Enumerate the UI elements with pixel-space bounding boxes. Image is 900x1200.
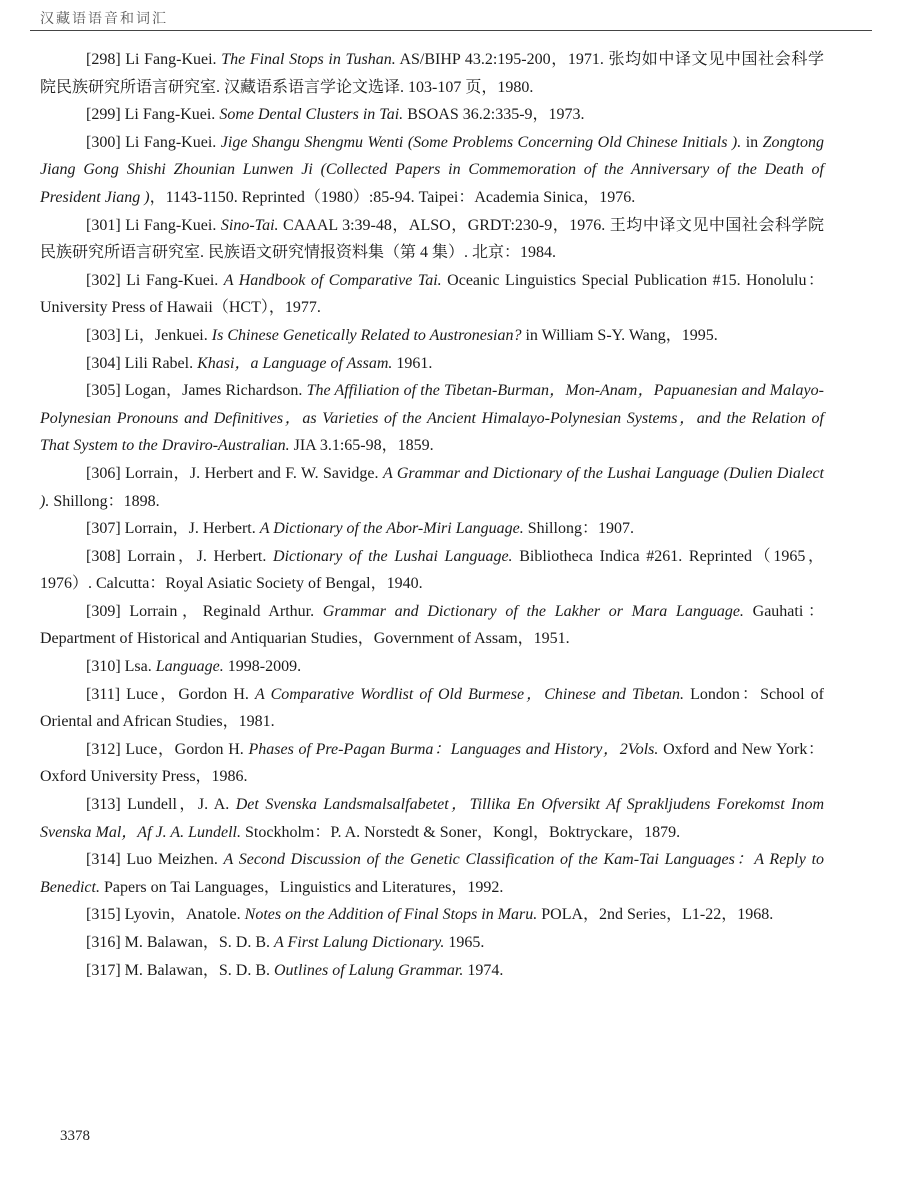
reference-authors: Lorrain，J. Herbert and F. W. Savidge.: [125, 464, 383, 482]
reference-authors: Lorrain，J. Herbert.: [127, 547, 274, 565]
reference-entry: [40, 957, 824, 985]
reference-title: A First Lalung Dictionary.: [274, 934, 445, 951]
reference-authors: Luo Meizhen.: [126, 851, 224, 869]
reference-authors: Lsa.: [124, 658, 156, 676]
reference-number: [308]: [86, 547, 121, 565]
reference-number: [310]: [86, 658, 121, 676]
reference-entry: [40, 101, 824, 129]
reference-details: 1965.: [444, 934, 485, 951]
reference-number: [300]: [86, 133, 121, 151]
reference-title: Language.: [155, 658, 224, 676]
reference-number: [301]: [86, 216, 121, 234]
reference-details: 1961.: [392, 354, 433, 372]
reference-details: BSOAS 36.2:335-9，1973.: [403, 106, 585, 124]
reference-authors: Li，Jenkuei.: [124, 326, 212, 344]
reference-details: JIA 3.1:65-98，1859.: [289, 437, 434, 455]
reference-title: Some Dental Clusters in Tai.: [219, 106, 404, 124]
reference-details: London：School of Oriental and African Studies，1981.: [40, 685, 824, 731]
reference-authors: Li Fang-Kuei.: [125, 51, 222, 68]
reference-title: Khasi，a Language of Assam.: [197, 354, 393, 372]
reference-title: Sino-Tai.: [220, 216, 279, 234]
reference-title: Jige Shangu Shengmu Wenti (Some Problems Concerning Old Chinese Initials ).: [220, 133, 742, 151]
reference-authors: Luce，Gordon H.: [125, 740, 249, 758]
reference-number: [309]: [86, 602, 121, 620]
reference-entry: [40, 736, 824, 791]
reference-entry: [40, 653, 824, 681]
reference-entry: [40, 515, 824, 543]
reference-entry: [40, 846, 824, 901]
reference-title: Notes on the Addition of Final Stops in Maru.: [244, 906, 538, 924]
reference-entry: [40, 377, 824, 460]
reference-authors: M. Balawan，S. D. B.: [124, 961, 274, 979]
reference-authors: Li Fang-Kuei.: [125, 133, 221, 151]
reference-title: Phases of Pre-Pagan Burma：Languages and History，2Vols.: [248, 740, 659, 758]
reference-title: A Second Discussion of the Genetic Classification of the Kam-Tai Languages：A Reply to Benedict.: [40, 851, 825, 896]
reference-number: [316]: [86, 934, 121, 951]
reference-authors: Li Fang-Kuei.: [124, 106, 220, 124]
reference-entry: [40, 901, 824, 929]
reference-authors: Logan，James Richardson.: [124, 382, 307, 400]
reference-title: Is Chinese Genetically Related to Austronesian?: [211, 326, 522, 344]
reference-authors: M. Balawan，S. D. B.: [124, 934, 274, 951]
reference-authors: Li Fang-Kuei.: [126, 271, 224, 289]
reference-title: Det Svenska Landsmalsalfabetet，Tillika En Ofversikt Af Sprakljudens Forekomst Inom Svenska Mal，Af J. A. Lundell.: [40, 796, 825, 841]
reference-authors: Lili Rabel.: [124, 354, 198, 372]
reference-details: ，1143-1150. Reprinted（1980）:85-94. Taipei：Academia Sinica，1976.: [149, 188, 636, 206]
reference-details: Papers on Tai Languages，Linguistics and Literatures，1992.: [99, 878, 504, 896]
reference-details: Shillong：1907.: [523, 520, 634, 538]
reference-entry: [40, 267, 824, 322]
reference-details: Shillong：1898.: [49, 492, 160, 510]
reference-details: 1974.: [463, 961, 504, 979]
reference-details: Gauhati：Department of Historical and Antiquarian Studies，Government of Assam，1951.: [40, 602, 824, 648]
page-number: 3378: [60, 1128, 90, 1144]
reference-number: [312]: [86, 740, 121, 758]
reference-entry: [40, 460, 824, 515]
reference-details: POLA，2nd Series，L1-22，1968.: [537, 906, 774, 924]
reference-number: [311]: [86, 685, 121, 703]
reference-number: [306]: [86, 464, 121, 482]
reference-details: Oxford and New York：Oxford University Press，1986.: [40, 740, 825, 786]
reference-list: [40, 46, 824, 984]
reference-number: [317]: [86, 961, 121, 979]
reference-entry: [40, 322, 824, 350]
reference-number: [303]: [86, 326, 121, 344]
reference-authors: Luce，Gordon H.: [126, 685, 256, 703]
reference-entry: [40, 46, 824, 101]
reference-title: Zongtong Jiang Gong Shishi Zhounian Lunwen Ji (Collected Papers in Commemoration of the Anniversary of the Death of President Jiang ): [40, 133, 824, 206]
reference-details: in William S-Y. Wang，1995.: [521, 326, 718, 344]
running-head: 汉藏语语音和词汇: [40, 12, 168, 27]
reference-details: AS/BIHP 43.2:195-200，1971. 张均如中译文见中国社会科学院民族研究所语言研究室. 汉藏语系语言学论文选译. 103-107 页，1980.: [40, 51, 824, 96]
reference-details: in: [741, 133, 763, 151]
reference-title: A Handbook of Comparative Tai.: [223, 271, 442, 289]
reference-title: A Grammar and Dictionary of the Lushai Language (Dulien Dialect ).: [40, 464, 824, 510]
reference-entry: [40, 929, 824, 957]
reference-number: [299]: [86, 106, 121, 124]
reference-details: Oceanic Linguistics Special Publication #15. Honolulu：University Press of Hawaii（HCT），1977.: [40, 271, 824, 317]
reference-entry: [40, 681, 824, 736]
reference-title: A Dictionary of the Abor-Miri Language.: [259, 520, 524, 538]
reference-title: Dictionary of the Lushai Language.: [273, 547, 513, 565]
reference-details: 1998-2009.: [223, 658, 302, 676]
reference-entry: [40, 350, 824, 378]
reference-details: Bibliotheca Indica #261. Reprinted（1965，1976）. Calcutta：Royal Asiatic Society of Bengal，1940.: [40, 547, 824, 593]
header-rule: [30, 30, 872, 31]
reference-number: [302]: [86, 271, 121, 289]
reference-number: [315]: [86, 906, 121, 924]
reference-authors: Lundell，J. A.: [127, 796, 236, 814]
reference-details: Stockholm：P. A. Norstedt & Soner，Kongl，Boktryckare，1879.: [241, 823, 681, 841]
reference-number: [314]: [86, 851, 121, 869]
reference-entry: [40, 212, 824, 267]
reference-entry: [40, 598, 824, 653]
reference-authors: Lyovin，Anatole.: [124, 906, 245, 924]
reference-details: CAAAL 3:39-48，ALSO，GRDT:230-9，1976. 王均中译文见中国社会科学院民族研究所语言研究室. 民族语文研究情报资料集（第 4 集）. 北京：1984.: [40, 216, 825, 262]
reference-title: Outlines of Lalung Grammar.: [274, 961, 464, 979]
reference-number: [305]: [86, 382, 121, 400]
reference-number: [298]: [86, 51, 121, 68]
reference-title: Grammar and Dictionary of the Lakher or Mara Language.: [322, 602, 744, 620]
reference-entry: [40, 791, 824, 846]
reference-title: The Final Stops in Tushan.: [221, 51, 396, 68]
reference-authors: Li Fang-Kuei.: [125, 216, 221, 234]
reference-authors: Lorrain，Reginald Arthur.: [129, 602, 323, 620]
reference-title: A Comparative Wordlist of Old Burmese，Chinese and Tibetan.: [255, 685, 685, 703]
reference-entry: [40, 129, 824, 212]
reference-number: [313]: [86, 796, 121, 814]
reference-authors: Lorrain，J. Herbert.: [124, 520, 260, 538]
reference-title: The Affiliation of the Tibetan-Burman，Mon-Anam，Papuanesian and Malayo-Polynesian Pronouns and Definitives，as Varieties of the Ancient Himalayo-Polynesian Systems，and the Relation of That System to the Draviro-Australian.: [40, 382, 824, 455]
reference-number: [307]: [86, 520, 121, 538]
reference-entry: [40, 543, 824, 598]
reference-number: [304]: [86, 354, 121, 372]
